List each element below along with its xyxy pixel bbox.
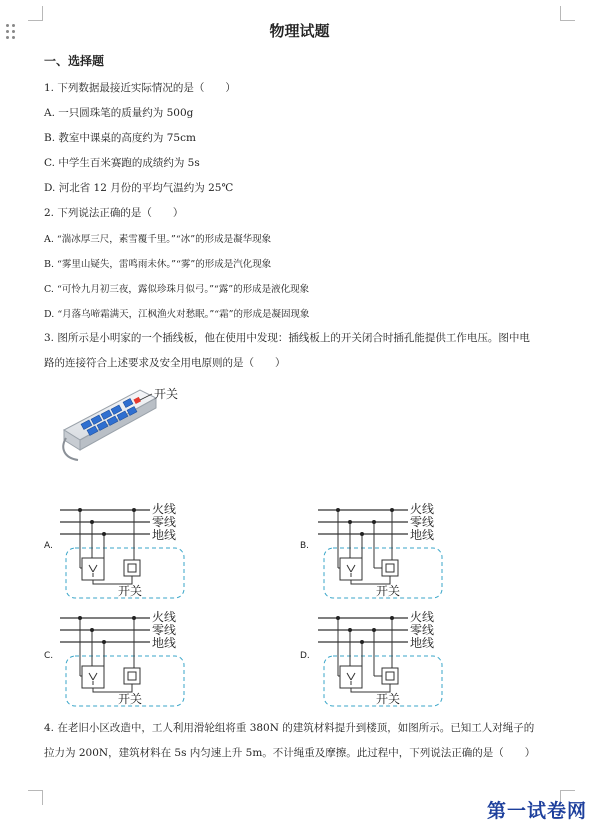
switch-label: 开关 — [154, 387, 179, 401]
option-c-label: C. — [44, 651, 54, 661]
option-b-label: B. — [300, 541, 310, 551]
ground-wire-label: 地线 — [410, 528, 435, 542]
junction-dot — [102, 532, 106, 536]
junction-dot — [132, 616, 136, 620]
neutral-wire-label: 零线 — [410, 623, 435, 637]
live-wire-label: 火线 — [152, 610, 177, 624]
question-1-option-d: D. 河北省 12 月份的平均气温约为 25℃ — [44, 182, 234, 194]
option-d-label: D. — [300, 651, 310, 661]
question-1-option-c: C. 中学生百米赛跑的成绩约为 5s — [44, 157, 200, 169]
junction-dot — [336, 508, 340, 512]
page-corner-mark — [28, 6, 43, 21]
live-wire-label: 火线 — [152, 502, 177, 516]
junction-dot — [102, 640, 106, 644]
question-2-option-d: D. “月落乌啼霜满天，江枫渔火对愁眠。”“霜”的形成是凝固现象 — [44, 309, 310, 320]
question-3-stem-line1: 3. 图所示是小明家的一个插线板，他在使用中发现：插线板上的开关闭合时插孔能提供工作电压。图中电 — [44, 332, 530, 344]
live-wire-label: 火线 — [410, 502, 435, 516]
power-strip-image — [56, 378, 196, 468]
junction-dot — [132, 508, 136, 512]
ground-wire-label: 地线 — [152, 636, 177, 650]
junction-dot — [348, 520, 352, 524]
question-2-option-c: C. “可怜九月初三夜，露似珍珠月似弓。”“露”的形成是液化现象 — [44, 284, 310, 295]
junction-dot — [390, 616, 394, 620]
neutral-wire-label: 零线 — [152, 515, 177, 529]
page-corner-mark — [560, 6, 575, 21]
junction-dot — [336, 616, 340, 620]
junction-dot — [360, 640, 364, 644]
junction-dot — [90, 628, 94, 632]
page-corner-mark — [28, 790, 43, 805]
switch-icon — [124, 668, 140, 684]
junction-dot — [78, 508, 82, 512]
neutral-wire-label: 零线 — [410, 515, 435, 529]
question-4-stem-line2: 拉力为 200N，建筑材料在 5s 内匀速上升 5m。不计绳重及摩擦。此过程中，下列说法正确的是（ ） — [44, 747, 536, 759]
ground-wire-label: 地线 — [152, 528, 177, 542]
section-heading: 一、选择题 — [44, 54, 105, 68]
switch-icon — [124, 560, 140, 576]
junction-dot — [372, 520, 376, 524]
question-1-option-a: A. 一只圆珠笔的质量约为 500g — [44, 107, 194, 119]
switch-label: 开关 — [376, 584, 401, 598]
neutral-wire-label: 零线 — [152, 623, 177, 637]
junction-dot — [348, 628, 352, 632]
question-2-option-b: B. “雾里山疑失，雷鸣雨未休。”“雾”的形成是汽化现象 — [44, 259, 272, 270]
question-3-stem-line2: 路的连接符合上述要求及安全用电原则的是（ ） — [44, 357, 286, 369]
switch-label: 开关 — [118, 692, 143, 706]
junction-dot — [390, 508, 394, 512]
junction-dot — [78, 616, 82, 620]
option-a-label: A. — [44, 541, 53, 551]
question-2-stem: 2. 下列说法正确的是（ ） — [44, 207, 184, 219]
switch-label: 开关 — [118, 584, 143, 598]
ground-wire-label: 地线 — [410, 636, 435, 650]
junction-dot — [372, 628, 376, 632]
question-2-option-a: A. “湍冰厚三尺，素雪覆千里。”“冰”的形成是凝华现象 — [44, 234, 272, 245]
switch-icon — [382, 560, 398, 576]
live-wire-label: 火线 — [410, 610, 435, 624]
page-title: 物理试题 — [269, 22, 330, 40]
junction-dot — [360, 532, 364, 536]
watermark-logo: 第一试卷网 — [486, 800, 587, 822]
junction-dot — [90, 520, 94, 524]
circuit-options-figure — [0, 490, 599, 710]
switch-label: 开关 — [376, 692, 401, 706]
question-1-option-b: B. 教室中课桌的高度约为 75cm — [44, 132, 196, 144]
switch-icon — [382, 668, 398, 684]
question-1-stem: 1. 下列数据最接近实际情况的是（ ） — [44, 82, 236, 94]
question-4-stem-line1: 4. 在老旧小区改造中，工人利用滑轮组将重 380N 的建筑材料提升到楼顶，如图所示。已知工人对绳子的 — [44, 722, 535, 734]
